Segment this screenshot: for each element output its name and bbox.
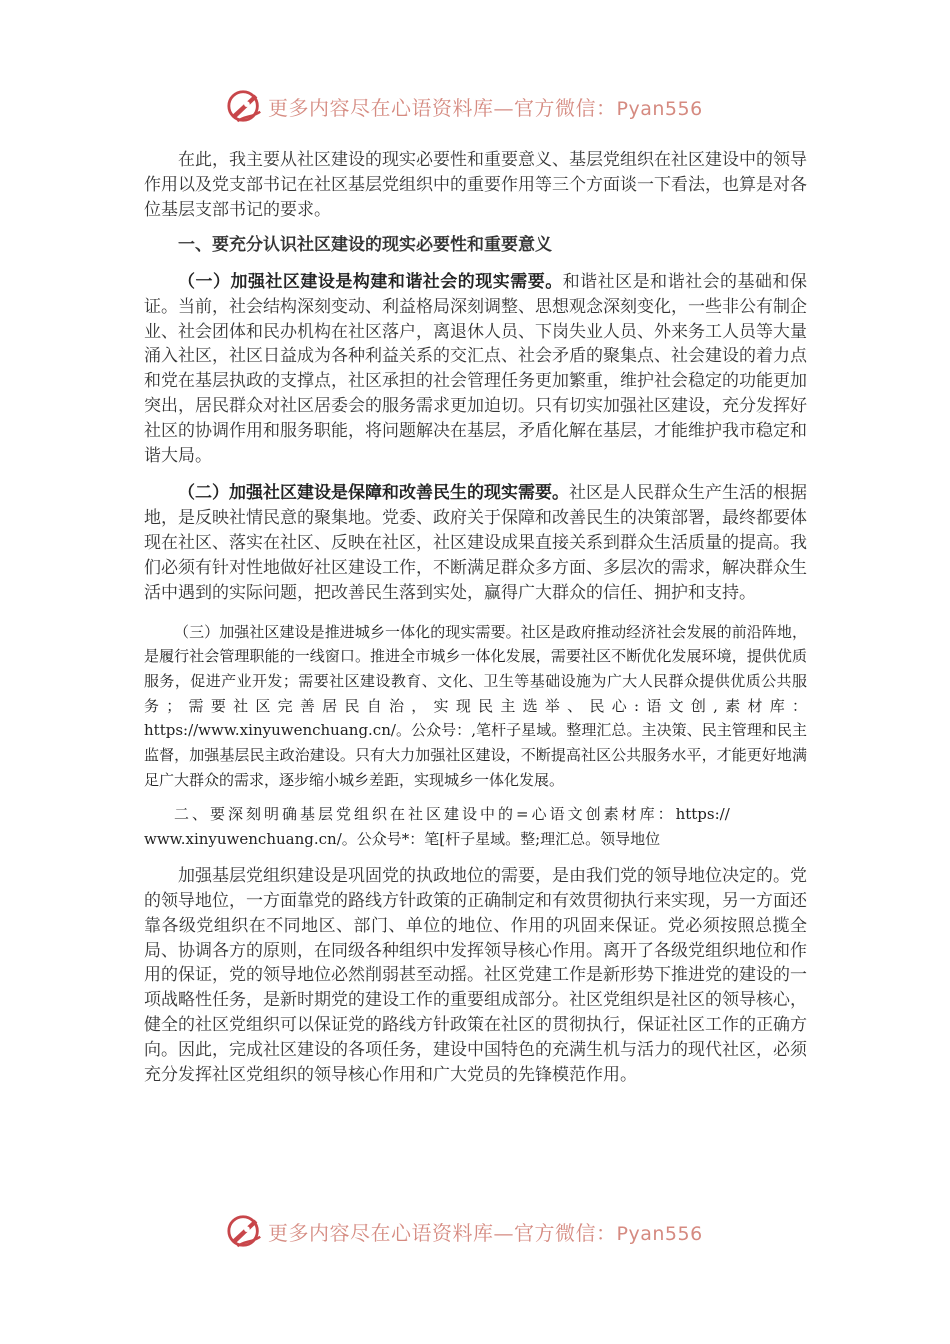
footer-banner [226,1211,746,1251]
subsection-2-title: （二）加强社区建设是保障和改善民生的现实需要。 [178,482,569,503]
subsection-1-title: （一）加强社区建设是构建和谐社会的现实需要。 [178,271,563,292]
banner-text: 更多内容尽在心语资料库—官方微信：Pyan556 [268,1220,703,1245]
header-banner [226,86,746,126]
intro-paragraph: 在此，我主要从社区建设的现实必要性和重要意义、基层党组织在社区建设中的领导作用以及党支部书记在社区基层党组织中的重要作用等三个方面谈一下看法，也算是对各位基层支部书记的要求。 [144,150,807,220]
final-paragraph: 加强基层党组织建设是巩固党的执政地位的需要，是由我们党的领导地位决定的。党的领导地位，一方面靠党的路线方针政策的正确制定和有效贯彻执行来实现，另一方面还靠各级党组织在不同地区、部门、单位的地位、作用的巩固来保证。党必须按照总揽全局、协调各方的原则，在同级各种组织中发挥领导核心作用。离开了各级党组织地位和作用的保证，党的领导地位必然削弱甚至动摇。社区党建工作是新形势下推进党的建设的一项战略性任务，是新时期党的建设工作的重要组成部分。社区党组织是社区的领导核心，健全的社区党组织可以保证党的路线方针政策在社区的贯彻执行，保证社区工作的正确方向。因此，完成社区建设的各项任务，建设中国特色的充满生机与活力的现代社区，必须充分发挥社区党组织的领导核心作用和广大党员的先锋模范作用。 [144,865,807,1086]
document-body [144,148,807,1088]
pen-logo-icon [226,1212,264,1250]
pen-logo-icon [226,87,264,125]
section-heading-2: 二、要深刻明确基层党组织在社区建设中的=心语文创素材库：https:// www.xinyuwenchuang.cn/。公众号*：笔[杆子星域。整;理汇总。领导地位 [144,802,807,851]
subsection-1-body: 和谐社区是和谐社会的基础和保证。当前，社会结构深刻变动、利益格局深刻调整、思想观念深刻变化，一些非公有制企业、社会团体和民办机构在社区落户，离退休人员、下岗失业人员、外来务工人员等大量涌入社区，社区日益成为各种利益关系的交汇点、社会矛盾的聚集点、社会建设的着力点和党在基层执政的支撑点，社区承担的社会管理任务更加繁重，维护社会稳定的功能更加突出，居民群众对社区居委会的服务需求更加迫切。只有切实加强社区建设，充分发挥好社区的协调作用和服务职能，将问题解决在基层，矛盾化解在基层，才能维护我市稳定和谐大局。 [144,271,808,467]
subsection-1-paragraph [144,270,807,469]
wechat-id: Pyan556 [616,1222,703,1245]
wechat-id: Pyan556 [616,97,703,120]
subsection-3-paragraph: （三）加强社区建设是推进城乡一体化的现实需要。社区是政府推动经济社会发展的前沿阵地，是履行社会管理职能的一线窗口。推进全市城乡一体化发展，需要社区不断优化发展环境，提供优质服务，促进产业开发；需要社区建设教育、文化、卫生等基础设施为广大人民群众提供优质公共服务；需要社区完善居民自治，实现民主选举、民心:语文创,素材库：https://www.xinyuwenchuang.cn/。公众号：,笔杆子星域。整理汇总。主决策、民主管理和民主监督，加强基层民主政治建设。只有大力加强社区建设，不断提高社区公共服务水平，才能更好地满足广大群众的需求，逐步缩小城乡差距，实现城乡一体化发展。 [144,622,807,789]
subsection-2-paragraph [144,481,807,606]
heading-2-rest: www.xinyuwenchuang.cn/。公众号*：笔[杆子星域。整;理汇总。领导地位 [144,830,661,849]
banner-text: 更多内容尽在心语资料库—官方微信：Pyan556 [268,95,703,120]
heading-2-url: https:// [675,805,730,824]
subsection-2-body: 社区是人民群众生产生活的根据地，是反映社情民意的聚集地。党委、政府关于保障和改善民生的决策部署，最终都要体现在社区、落实在社区、反映在社区，社区建设成果直接关系到群众生活质量的提高。我们必须有针对性地做好社区建设工作，不断满足群众多方面、多层次的需求，解决群众生活中遇到的实际问题，把改善民生落到实处，赢得广大群众的信任、拥护和支持。 [144,482,807,603]
section-heading-1: 一、要充分认识社区建设的现实必要性和重要意义 [178,234,552,255]
